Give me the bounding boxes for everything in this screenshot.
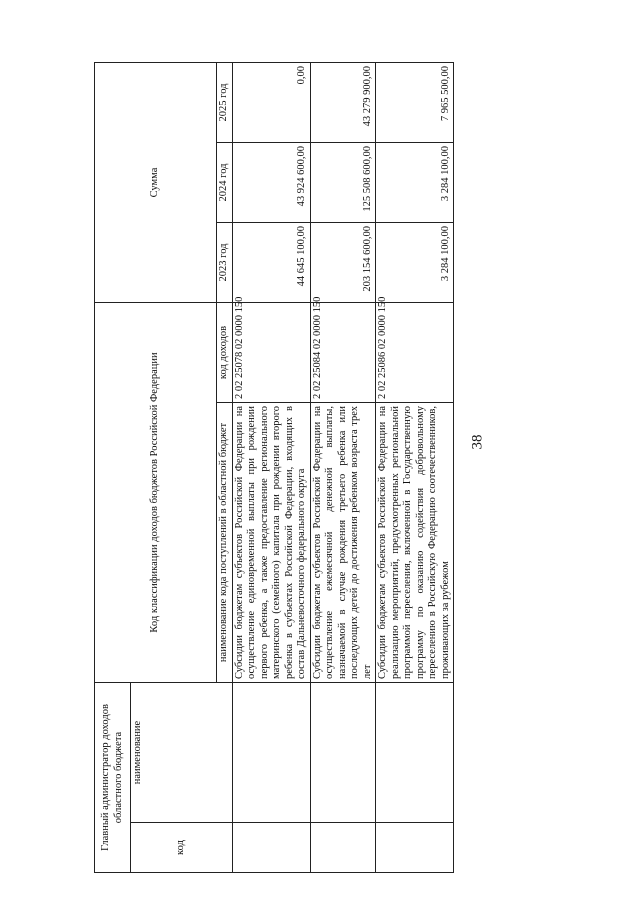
header-admin-group: Главный администратор доходов областного бюджета xyxy=(95,683,131,873)
budget-table xyxy=(94,62,454,873)
header-income-name: наименование кода поступлений в областной бюджет xyxy=(217,403,233,683)
row-sum-2023: 3 284 100,00 xyxy=(376,222,454,302)
row-sum-2025: 0,00 xyxy=(232,62,310,142)
table-row xyxy=(376,62,454,872)
table-row xyxy=(310,62,376,872)
header-year-2023: 2023 год xyxy=(217,222,233,302)
header-income-code: код доходов xyxy=(217,302,233,402)
header-year-2024: 2024 год xyxy=(217,142,233,222)
row-income-code: 2 02 25086 02 0000 150 xyxy=(376,302,454,402)
row-admin-name xyxy=(376,683,454,823)
page-number: 38 xyxy=(469,434,486,450)
row-sum-2025: 7 965 500,00 xyxy=(376,62,454,142)
row-description: Субсидии бюджетам субъектов Российской Федерации на осуществление единовременной выплаты при рождении первого ребенка, а также предоставление регионального материнского (семейного) капитала при рождении второго ребенка в субъектах Российской Федерации, входящих в состав Дальневосточного федерального округа xyxy=(232,403,310,683)
row-sum-2024: 125 508 600,00 xyxy=(310,142,376,222)
header-classification-group: Код классификации доходов бюджетов Российской Федерации xyxy=(95,302,217,682)
row-sum-2024: 3 284 100,00 xyxy=(376,142,454,222)
row-sum-2023: 44 645 100,00 xyxy=(232,222,310,302)
table-row xyxy=(232,62,310,872)
row-admin-code xyxy=(310,823,376,873)
row-admin-name xyxy=(232,683,310,823)
row-income-code: 2 02 25084 02 0000 150 xyxy=(310,302,376,402)
row-admin-name xyxy=(310,683,376,823)
row-description: Субсидии бюджетам субъектов Российской Федерации на осуществление ежемесячной денежной выплаты, назначаемой в случае рождения третьего ребенка или последующих детей до достижения ребенком возраста трех лет xyxy=(310,403,376,683)
header-sum-group: Сумма xyxy=(95,62,217,302)
row-sum-2025: 43 279 900,00 xyxy=(310,62,376,142)
header-year-2025: 2025 год xyxy=(217,62,233,142)
row-sum-2024: 43 924 600,00 xyxy=(232,142,310,222)
row-admin-code xyxy=(376,823,454,873)
row-sum-2023: 203 154 600,00 xyxy=(310,222,376,302)
header-admin-code: код xyxy=(131,823,233,873)
landscape-sheet xyxy=(94,63,562,873)
header-admin-name: наименование xyxy=(131,683,233,823)
row-admin-code xyxy=(232,823,310,873)
row-income-code: 2 02 25078 02 0000 150 xyxy=(232,302,310,402)
row-description: Субсидии бюджетам субъектов Российской Федерации на реализацию мероприятий, предусмотренных региональной программой переселения, включенной в Государственную программу по оказанию содействия добровольному переселению в Российскую Федерацию соотечественников, проживающих за рубежом xyxy=(376,403,454,683)
